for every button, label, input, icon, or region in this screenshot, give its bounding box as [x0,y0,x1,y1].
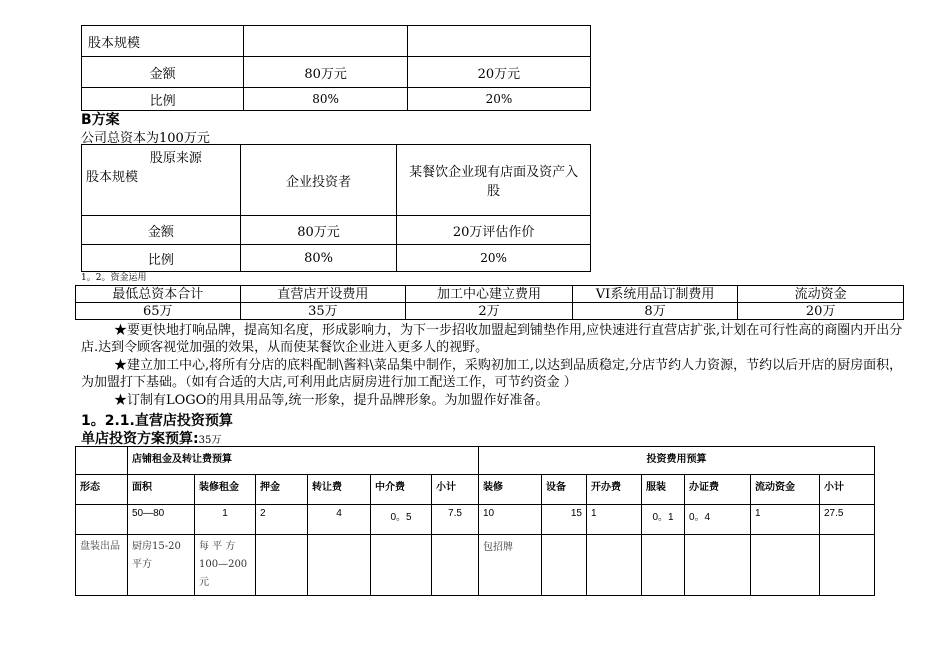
section-subheading [81,428,221,448]
budget-cell [751,535,820,596]
plan-b-corner-header [82,145,241,216]
usage-value: 65万 [76,303,241,320]
budget-header: 办证费 [685,475,751,505]
budget-header: 中介费 [371,475,432,505]
budget-header: 小计 [820,475,875,505]
plan-a-ratio-label: 比例 [82,88,244,111]
budget-cell: 1 [195,505,256,535]
paragraph-brand: ★要更快地打响品牌，提高知名度，形成影响力，为下一步招收加盟起到铺垫作用,应快速进行直营店扩张,计划在可行性高的商圈内开出分店.达到令顾客视觉加强的效果，从而使某餐饮企业进入更多人的视野。 [81,323,903,355]
budget-header: 押金 [256,475,308,505]
budget-cell [76,505,128,535]
budget-cell [371,535,432,596]
plan-a-ratio-existing: 20% [407,88,590,111]
budget-header: 开办费 [587,475,642,505]
budget-header: 装修 [479,475,542,505]
budget-cell: 50—80 [128,505,195,535]
plan-b-ratio-label: 比例 [82,245,241,272]
budget-cell [587,535,642,596]
usage-table [75,285,904,320]
budget-cell: 0。1 [642,505,685,535]
plan-b-amount-label: 金额 [82,216,241,245]
budget-cell: 7.5 [432,505,479,535]
budget-cell: 27.5 [820,505,875,535]
budget-corner [76,447,128,475]
plan-b-heading: B方案 [81,112,120,128]
plan-a-amount-label: 金额 [82,57,244,88]
paragraph-logo: ★订制有LOGO的用具用品等,统一形象，提升品牌形象。为加盟作好准备。 [114,393,549,408]
budget-cell: 每 平 方 100—200元 [195,535,256,596]
budget-cell: 2 [256,505,308,535]
budget-cell [685,535,751,596]
budget-title: 单店投资方案预算: [81,431,199,447]
budget-cell: 15 [542,505,587,535]
plan-b-col-investor: 企业投资者 [240,145,396,216]
budget-cell [542,535,587,596]
budget-cell: 0。4 [685,505,751,535]
plan-b-amount-investor: 80万元 [240,216,396,245]
budget-cell: 0。5 [371,505,432,535]
budget-cell: 1 [751,505,820,535]
budget-cell [308,535,371,596]
plan-b-source-header: 股原来源 [149,151,202,166]
plan-b-amount-existing: 20万评估作价 [397,216,591,245]
budget-amount: 35万 [198,435,222,446]
budget-header: 服装 [642,475,685,505]
usage-value: 20万 [738,303,904,320]
budget-cell [256,535,308,596]
plan-b-ratio-existing: 20% [397,245,591,272]
budget-header: 设备 [542,475,587,505]
budget-cell: 包招牌 [479,535,542,596]
usage-header: 流动资金 [738,286,904,303]
budget-table [75,446,875,596]
budget-cell: 1 [587,505,642,535]
budget-header: 转让费 [308,475,371,505]
budget-header: 装修租金 [195,475,256,505]
budget-header: 小计 [432,475,479,505]
usage-header: 最低总资本合计 [76,286,241,303]
budget-group-rent: 店铺租金及转让费预算 [128,447,479,475]
plan-b-scale-header: 股本规模 [86,170,139,185]
section-heading: 1。2.1.直营店投资预算 [81,413,233,429]
budget-header: 流动资金 [751,475,820,505]
usage-header: VI系统用品订制费用 [572,286,738,303]
budget-header: 面积 [128,475,195,505]
budget-cell: 厨房15-20平方 [128,535,195,596]
plan-a-scale-label: 股本规模 [82,26,244,57]
usage-value: 2万 [406,303,573,320]
plan-b-col-existing: 某餐饮企业现有店面及资产入股 [397,145,591,216]
paragraph-center: ★建立加工中心,将所有分店的底料配制\酱料\菜品集中制作，采购初加工,以达到品质稳定,分店节约人力资源，节约以后开店的厨房面积，为加盟打下基础。（如有合适的大店,可利用此店厨房进行加工配送工作，可节约资金 ） [81,358,903,390]
usage-header: 直营店开设费用 [240,286,406,303]
usage-value: 8万 [572,303,738,320]
plan-a-blank-cell [244,26,407,57]
plan-b-ratio-investor: 80% [240,245,396,272]
usage-value: 35万 [240,303,406,320]
plan-a-amount-existing: 20万元 [407,57,590,88]
budget-cell: 盘装出品 [76,535,128,596]
budget-cell [820,535,875,596]
usage-heading: 1。2。资金运用 [81,273,147,283]
budget-group-invest: 投资费用预算 [479,447,875,475]
usage-header: 加工中心建立费用 [406,286,573,303]
budget-header: 形态 [76,475,128,505]
plan-a-ratio-investor: 80% [244,88,407,111]
budget-cell [432,535,479,596]
plan-b-capital: 公司总资本为100万元 [81,131,210,146]
plan-a-table [81,25,591,111]
plan-b-table [81,144,591,272]
plan-a-blank-cell [407,26,590,57]
budget-cell [642,535,685,596]
budget-cell: 10 [479,505,542,535]
plan-a-amount-investor: 80万元 [244,57,407,88]
budget-cell: 4 [308,505,371,535]
